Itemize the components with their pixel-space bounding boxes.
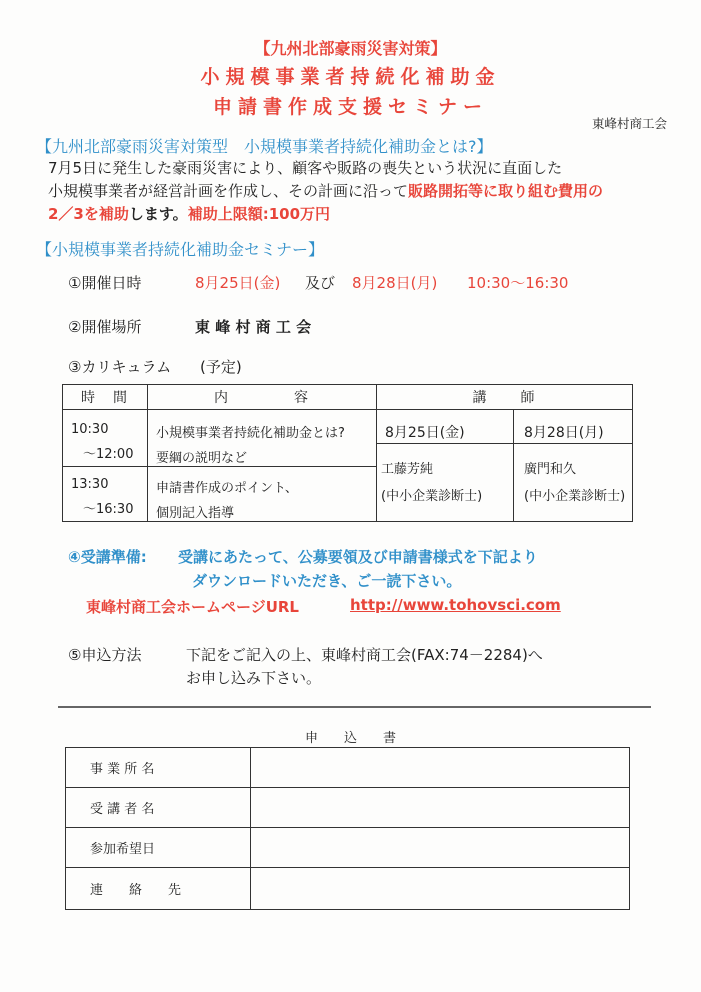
lecturer-2 [514,444,633,522]
row1-time [63,410,148,467]
about-line-2-red: 販路開拓等に取り組む費用の [408,182,604,200]
row1-time-end: 〜12:00 [83,447,134,462]
field-contact-input[interactable] [251,868,630,910]
form-title: 申 込 書 [304,731,396,746]
date-label: ①開催日時 [68,274,142,292]
application-form [65,747,630,910]
field-attendee-name-input[interactable] [251,788,630,828]
prep-line-2: ダウンロードいただき、ご一読下さい。 [192,572,462,590]
col-lecturer-header: 講 師 [377,385,633,410]
col-content-header: 内 容 [148,385,377,410]
homepage-link[interactable]: http://www.tohovsci.com [350,596,561,614]
about-line-3 [48,203,330,224]
curriculum-note: (予定) [200,358,242,376]
url-label: 東峰村商工会ホームページURL [86,598,299,616]
prep-line-1: 受講にあたって、公募要領及び申請書様式を下記より [178,548,538,566]
field-business-name-label: 事 業 所 名 [66,748,251,788]
divider [58,706,651,708]
apply-line-1: 下記をご記入の上、東峰村商工会(FAX:74－2284)へ [186,646,543,664]
subsidy-limit-label: 補助上限額 [187,205,263,223]
about-line-3-plain: します。 [128,205,188,223]
about-line-1: 7月5日に発生した豪雨災害により、顧客や販路の喪失という状況に直面した [48,159,563,177]
day-2-header: 8月28日(月) [514,410,633,444]
row2-content [148,467,377,522]
apply-line-2: お申し込み下さい。 [186,669,322,687]
field-contact-label: 連 絡 先 [66,868,251,910]
lecturer-2-name: 廣門和久 [524,462,577,477]
title-line-2: 小規模事業者持続化補助金 [200,66,501,88]
row2-time-start: 13:30 [71,477,109,492]
venue-label: ②開催場所 [68,318,142,336]
row1-content [148,410,377,467]
seminar-time: 10:30〜16:30 [467,274,569,292]
lecturer-1-name: 工藤芳純 [381,462,434,477]
about-heading: 【九州北部豪雨災害対策型 小規模事業者持続化補助金とは?】 [36,137,493,156]
row2-content-line-1: 申請書作成のポイント、 [156,481,298,496]
apply-label: ⑤申込方法 [68,646,142,664]
date-1: 8月25日(金) [195,274,281,292]
curriculum-table [62,384,633,522]
venue-name: 東 峰 村 商 工 会 [195,318,312,336]
date-and: 及び [305,274,336,292]
row1-content-line-2: 要綱の説明など [156,451,248,466]
title-line-3: 申請書作成支援セミナー [212,96,488,118]
field-business-name-input[interactable] [251,748,630,788]
field-preferred-date-input[interactable] [251,828,630,868]
title-line-1: 【九州北部豪雨災害対策】 [254,39,447,58]
prep-label: ④受講準備: [68,548,147,566]
row2-time [63,467,148,522]
about-line-2 [48,180,603,201]
lecturer-1-title: (中小企業診断士) [381,489,483,504]
curriculum-label: ③カリキュラム [68,358,172,376]
row1-content-line-1: 小規模事業者持続化補助金とは? [156,426,345,441]
subsidy-ratio: 2／3を補助 [48,205,129,223]
lecturer-2-title: (中小企業診断士) [524,489,626,504]
organizer-name: 東峰村商工会 [592,116,668,131]
subsidy-limit-value: :100万円 [262,205,331,223]
col-time-header: 時 間 [63,385,148,410]
field-preferred-date-label: 参加希望日 [66,828,251,868]
seminar-heading: 【小規模事業者持続化補助金セミナー】 [36,240,325,259]
row1-time-start: 10:30 [71,422,109,437]
field-attendee-name-label: 受 講 者 名 [66,788,251,828]
date-2: 8月28日(月) [352,274,438,292]
about-line-2-plain: 小規模事業者が経営計画を作成し、その計画に沿って [48,182,409,200]
row2-content-line-2: 個別記入指導 [156,506,235,521]
row2-time-end: 〜16:30 [83,502,134,517]
day-1-header: 8月25日(金) [377,410,514,444]
lecturer-1 [377,444,514,522]
